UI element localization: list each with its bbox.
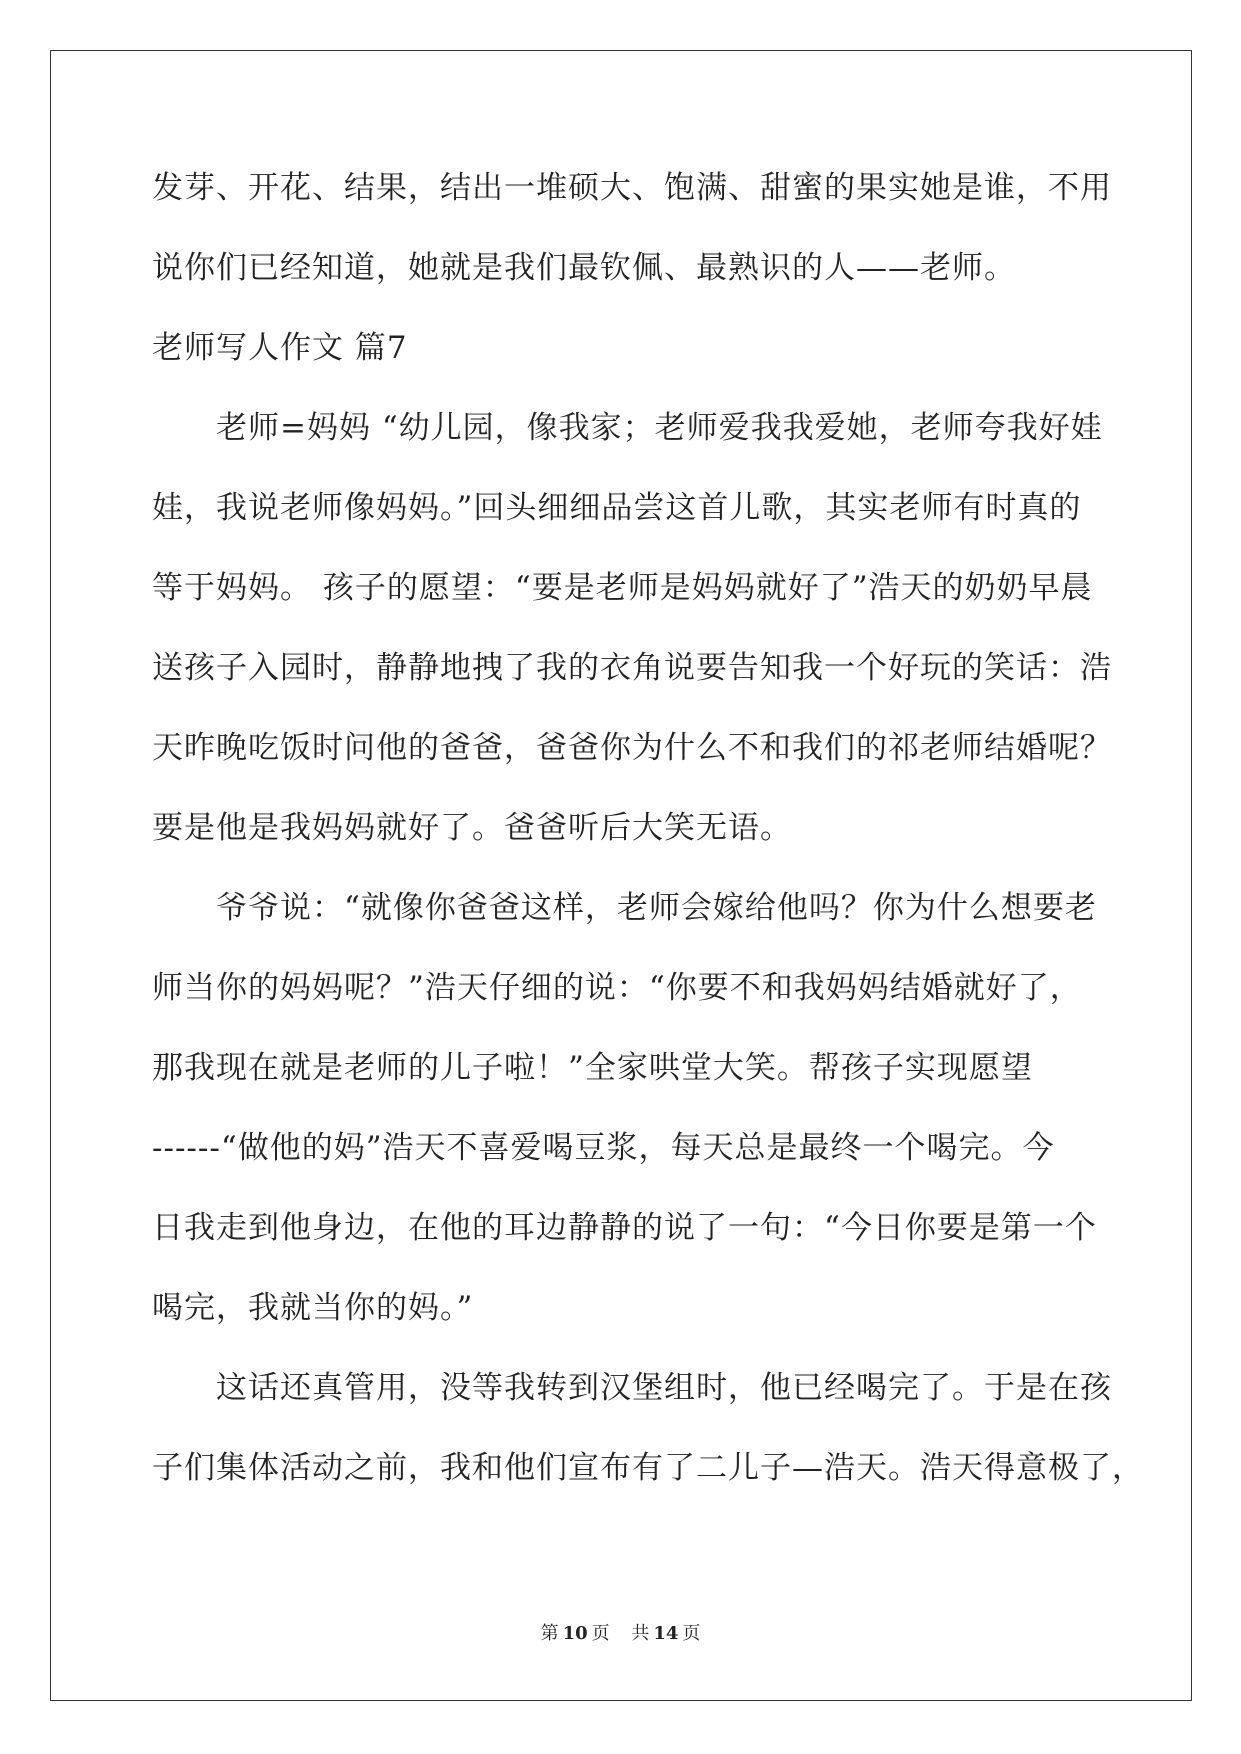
text-line: 日我走到他身边，在他的耳边静静的说了一句：“今日你要是第一个	[152, 1210, 1097, 1246]
total-suffix: 页	[682, 1623, 701, 1644]
text-line: 老师=妈妈 “幼儿园，像我家；老师爱我我爱她，老师夸我好娃	[152, 410, 1103, 446]
total-prefix: 共	[631, 1623, 650, 1644]
text-line: 子们集体活动之前，我和他们宣布有了二儿子—浩天。浩天得意极了，	[152, 1450, 1144, 1486]
text-line: 喝完，我就当你的妈。”	[152, 1290, 474, 1326]
text-line: 发芽、开花、结果，结出一堆硕大、饱满、甜蜜的果实她是谁，不用	[152, 170, 1112, 206]
page-footer	[0, 1622, 1241, 1646]
total-indicator	[627, 1623, 704, 1644]
text-line: 这话还真管用，没等我转到汉堡组时，他已经喝完了。于是在孩	[152, 1370, 1112, 1406]
page-suffix: 页	[591, 1623, 610, 1644]
text-line: 天昨晚吃饭时问他的爸爸，爸爸你为什么不和我们的祁老师结婚呢？	[152, 730, 1112, 766]
page-prefix: 第	[540, 1623, 559, 1644]
text-line: 说你们已经知道，她就是我们最钦佩、最熟识的人——老师。	[152, 250, 1016, 286]
text-line: 那我现在就是老师的儿子啦！”全家哄堂大笑。帮孩子实现愿望	[152, 1050, 1033, 1086]
page-number: 10	[562, 1623, 588, 1644]
text-line: 爷爷说：“就像你爸爸这样，老师会嫁给他吗？你为什么想要老	[152, 890, 1097, 926]
total-pages: 14	[653, 1623, 679, 1644]
text-line: 师当你的妈妈呢？”浩天仔细的说：“你要不和我妈妈结婚就好了，	[152, 970, 1082, 1006]
text-line: 要是他是我妈妈就好了。爸爸听后大笑无语。	[152, 810, 792, 846]
text-line: 送孩子入园时，静静地拽了我的衣角说要告知我一个好玩的笑话：浩	[152, 650, 1112, 686]
section-heading: 老师写人作文 篇7	[152, 330, 408, 366]
text-line: 娃，我说老师像妈妈。”回头细细品尝这首儿歌，其实老师有时真的	[152, 490, 1082, 526]
page-indicator	[537, 1623, 614, 1644]
text-line: 等于妈妈。 孩子的愿望：“要是老师是妈妈就好了”浩天的奶奶早晨	[152, 570, 1093, 606]
text-line: ------“做他的妈”浩天不喜爱喝豆浆，每天总是最终一个喝完。今	[152, 1130, 1055, 1166]
